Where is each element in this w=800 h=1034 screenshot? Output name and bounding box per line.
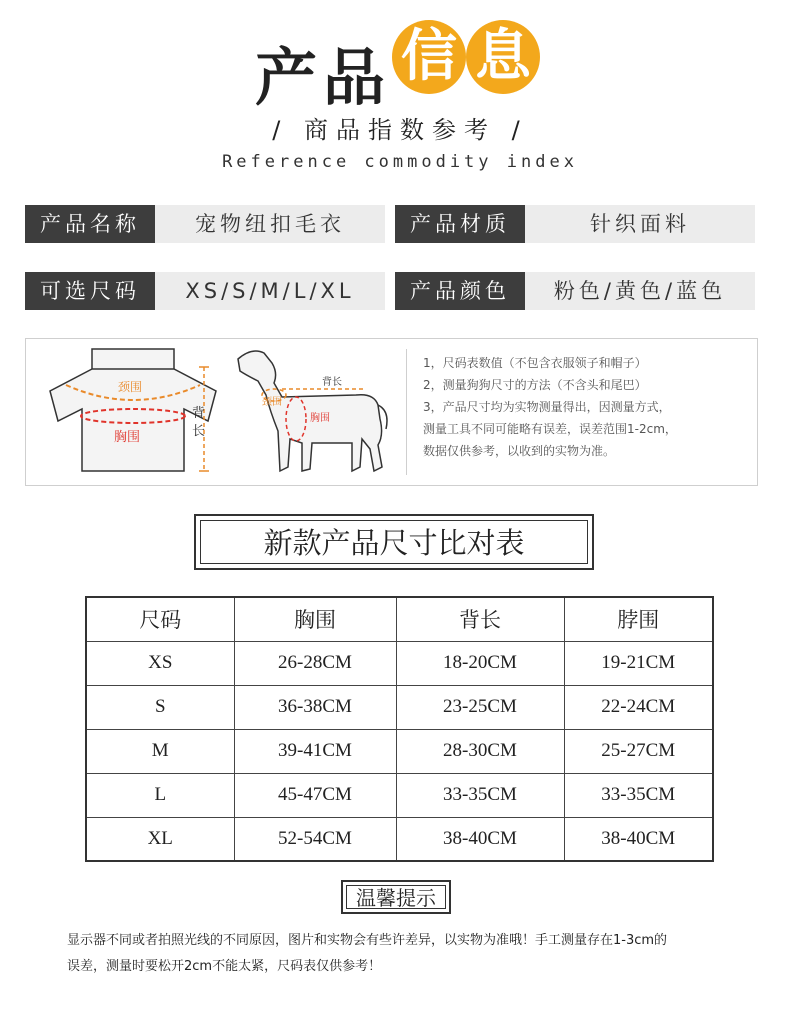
table-cell: 18-20CM bbox=[396, 641, 564, 685]
table-cell: 52-54CM bbox=[234, 817, 396, 861]
table-cell: 38-40CM bbox=[396, 817, 564, 861]
size-chart-banner bbox=[194, 514, 594, 570]
table-cell: 33-35CM bbox=[564, 773, 713, 817]
note-line: 1，尺码表数值（不包含衣服领子和帽子） bbox=[423, 356, 647, 370]
info-row-material bbox=[395, 205, 755, 243]
page-title bbox=[0, 20, 800, 114]
table-cell: M bbox=[86, 729, 234, 773]
neck-label: 颈围 bbox=[118, 380, 143, 394]
note-line: 2，测量狗狗尺寸的方法（不含头和尾巴） bbox=[423, 378, 647, 392]
title-highlight-char: 信 bbox=[401, 24, 457, 89]
subtitle-english: Reference commodity index bbox=[222, 152, 578, 172]
info-row-size bbox=[25, 272, 385, 310]
measurement-guide bbox=[25, 338, 758, 486]
size-table bbox=[85, 596, 714, 862]
column-header: 尺码 bbox=[86, 597, 234, 641]
note-line: 数据仅供参考，以收到的实物为准。 bbox=[423, 444, 616, 458]
tips-line: 误差，测量时要松开2cm不能太紧，尺码表仅供参考！ bbox=[67, 959, 382, 974]
chest-label: 胸围 bbox=[114, 430, 141, 445]
table-cell: 19-21CM bbox=[564, 641, 713, 685]
table-cell: L bbox=[86, 773, 234, 817]
info-label: 产品颜色 bbox=[395, 272, 525, 310]
info-value: XS/S/M/L/XL bbox=[155, 272, 385, 310]
title-highlight-circle bbox=[392, 20, 466, 94]
size-chart-title: 新款产品尺寸比对表 bbox=[200, 520, 588, 564]
note-line: 测量工具不同可能略有误差，误差范围1-2cm， bbox=[423, 422, 677, 436]
tips-title: 温馨提示 bbox=[346, 885, 446, 909]
table-cell: 45-47CM bbox=[234, 773, 396, 817]
back-label-top: 背 bbox=[192, 406, 206, 421]
info-label: 产品名称 bbox=[25, 205, 155, 243]
title-highlight-circle bbox=[466, 20, 540, 94]
table-cell: 33-35CM bbox=[396, 773, 564, 817]
note-line: 3，产品尺寸均为实物测量得出，因测量方式， bbox=[423, 400, 671, 414]
tips-line: 显示器不同或者拍照光线的不同原因，图片和实物会有些许差异，以实物为准哦！手工测量存在1-3cm的 bbox=[67, 933, 668, 948]
table-row bbox=[86, 641, 713, 685]
dog-back-label: 背长 bbox=[322, 377, 342, 388]
table-cell: S bbox=[86, 685, 234, 729]
table-cell: XS bbox=[86, 641, 234, 685]
info-value: 粉色/黄色/蓝色 bbox=[525, 272, 755, 310]
sweater-icon bbox=[50, 349, 216, 471]
table-cell: 25-27CM bbox=[564, 729, 713, 773]
info-value: 宠物纽扣毛衣 bbox=[155, 205, 385, 243]
info-row-name bbox=[25, 205, 385, 243]
table-cell: 26-28CM bbox=[234, 641, 396, 685]
dog-icon bbox=[238, 351, 387, 471]
info-value: 针织面料 bbox=[525, 205, 755, 243]
dog-neck-label: 颈围 bbox=[262, 397, 282, 408]
table-cell: 28-30CM bbox=[396, 729, 564, 773]
column-header: 背长 bbox=[396, 597, 564, 641]
table-cell: 22-24CM bbox=[564, 685, 713, 729]
table-cell: 36-38CM bbox=[234, 685, 396, 729]
table-cell: 38-40CM bbox=[564, 817, 713, 861]
table-row bbox=[86, 817, 713, 861]
column-header: 胸围 bbox=[234, 597, 396, 641]
table-cell: 39-41CM bbox=[234, 729, 396, 773]
info-row-color bbox=[395, 272, 755, 310]
table-cell: XL bbox=[86, 817, 234, 861]
dog-chest-label: 胸围 bbox=[310, 413, 330, 424]
table-row bbox=[86, 685, 713, 729]
measurement-diagram bbox=[26, 339, 406, 485]
title-text: 产品 bbox=[255, 41, 392, 114]
back-label-bottom: 长 bbox=[192, 424, 206, 439]
tips-banner bbox=[341, 880, 451, 914]
guide-notes bbox=[423, 352, 753, 462]
info-label: 产品材质 bbox=[395, 205, 525, 243]
info-label: 可选尺码 bbox=[25, 272, 155, 310]
table-cell: 23-25CM bbox=[396, 685, 564, 729]
table-row bbox=[86, 773, 713, 817]
table-row bbox=[86, 729, 713, 773]
guide-divider bbox=[406, 349, 407, 475]
tips-text bbox=[67, 928, 747, 980]
subtitle-chinese: / 商品指数参考 / bbox=[272, 116, 528, 144]
column-header: 脖围 bbox=[564, 597, 713, 641]
table-header-row bbox=[86, 597, 713, 641]
title-highlight-char: 息 bbox=[475, 24, 531, 89]
